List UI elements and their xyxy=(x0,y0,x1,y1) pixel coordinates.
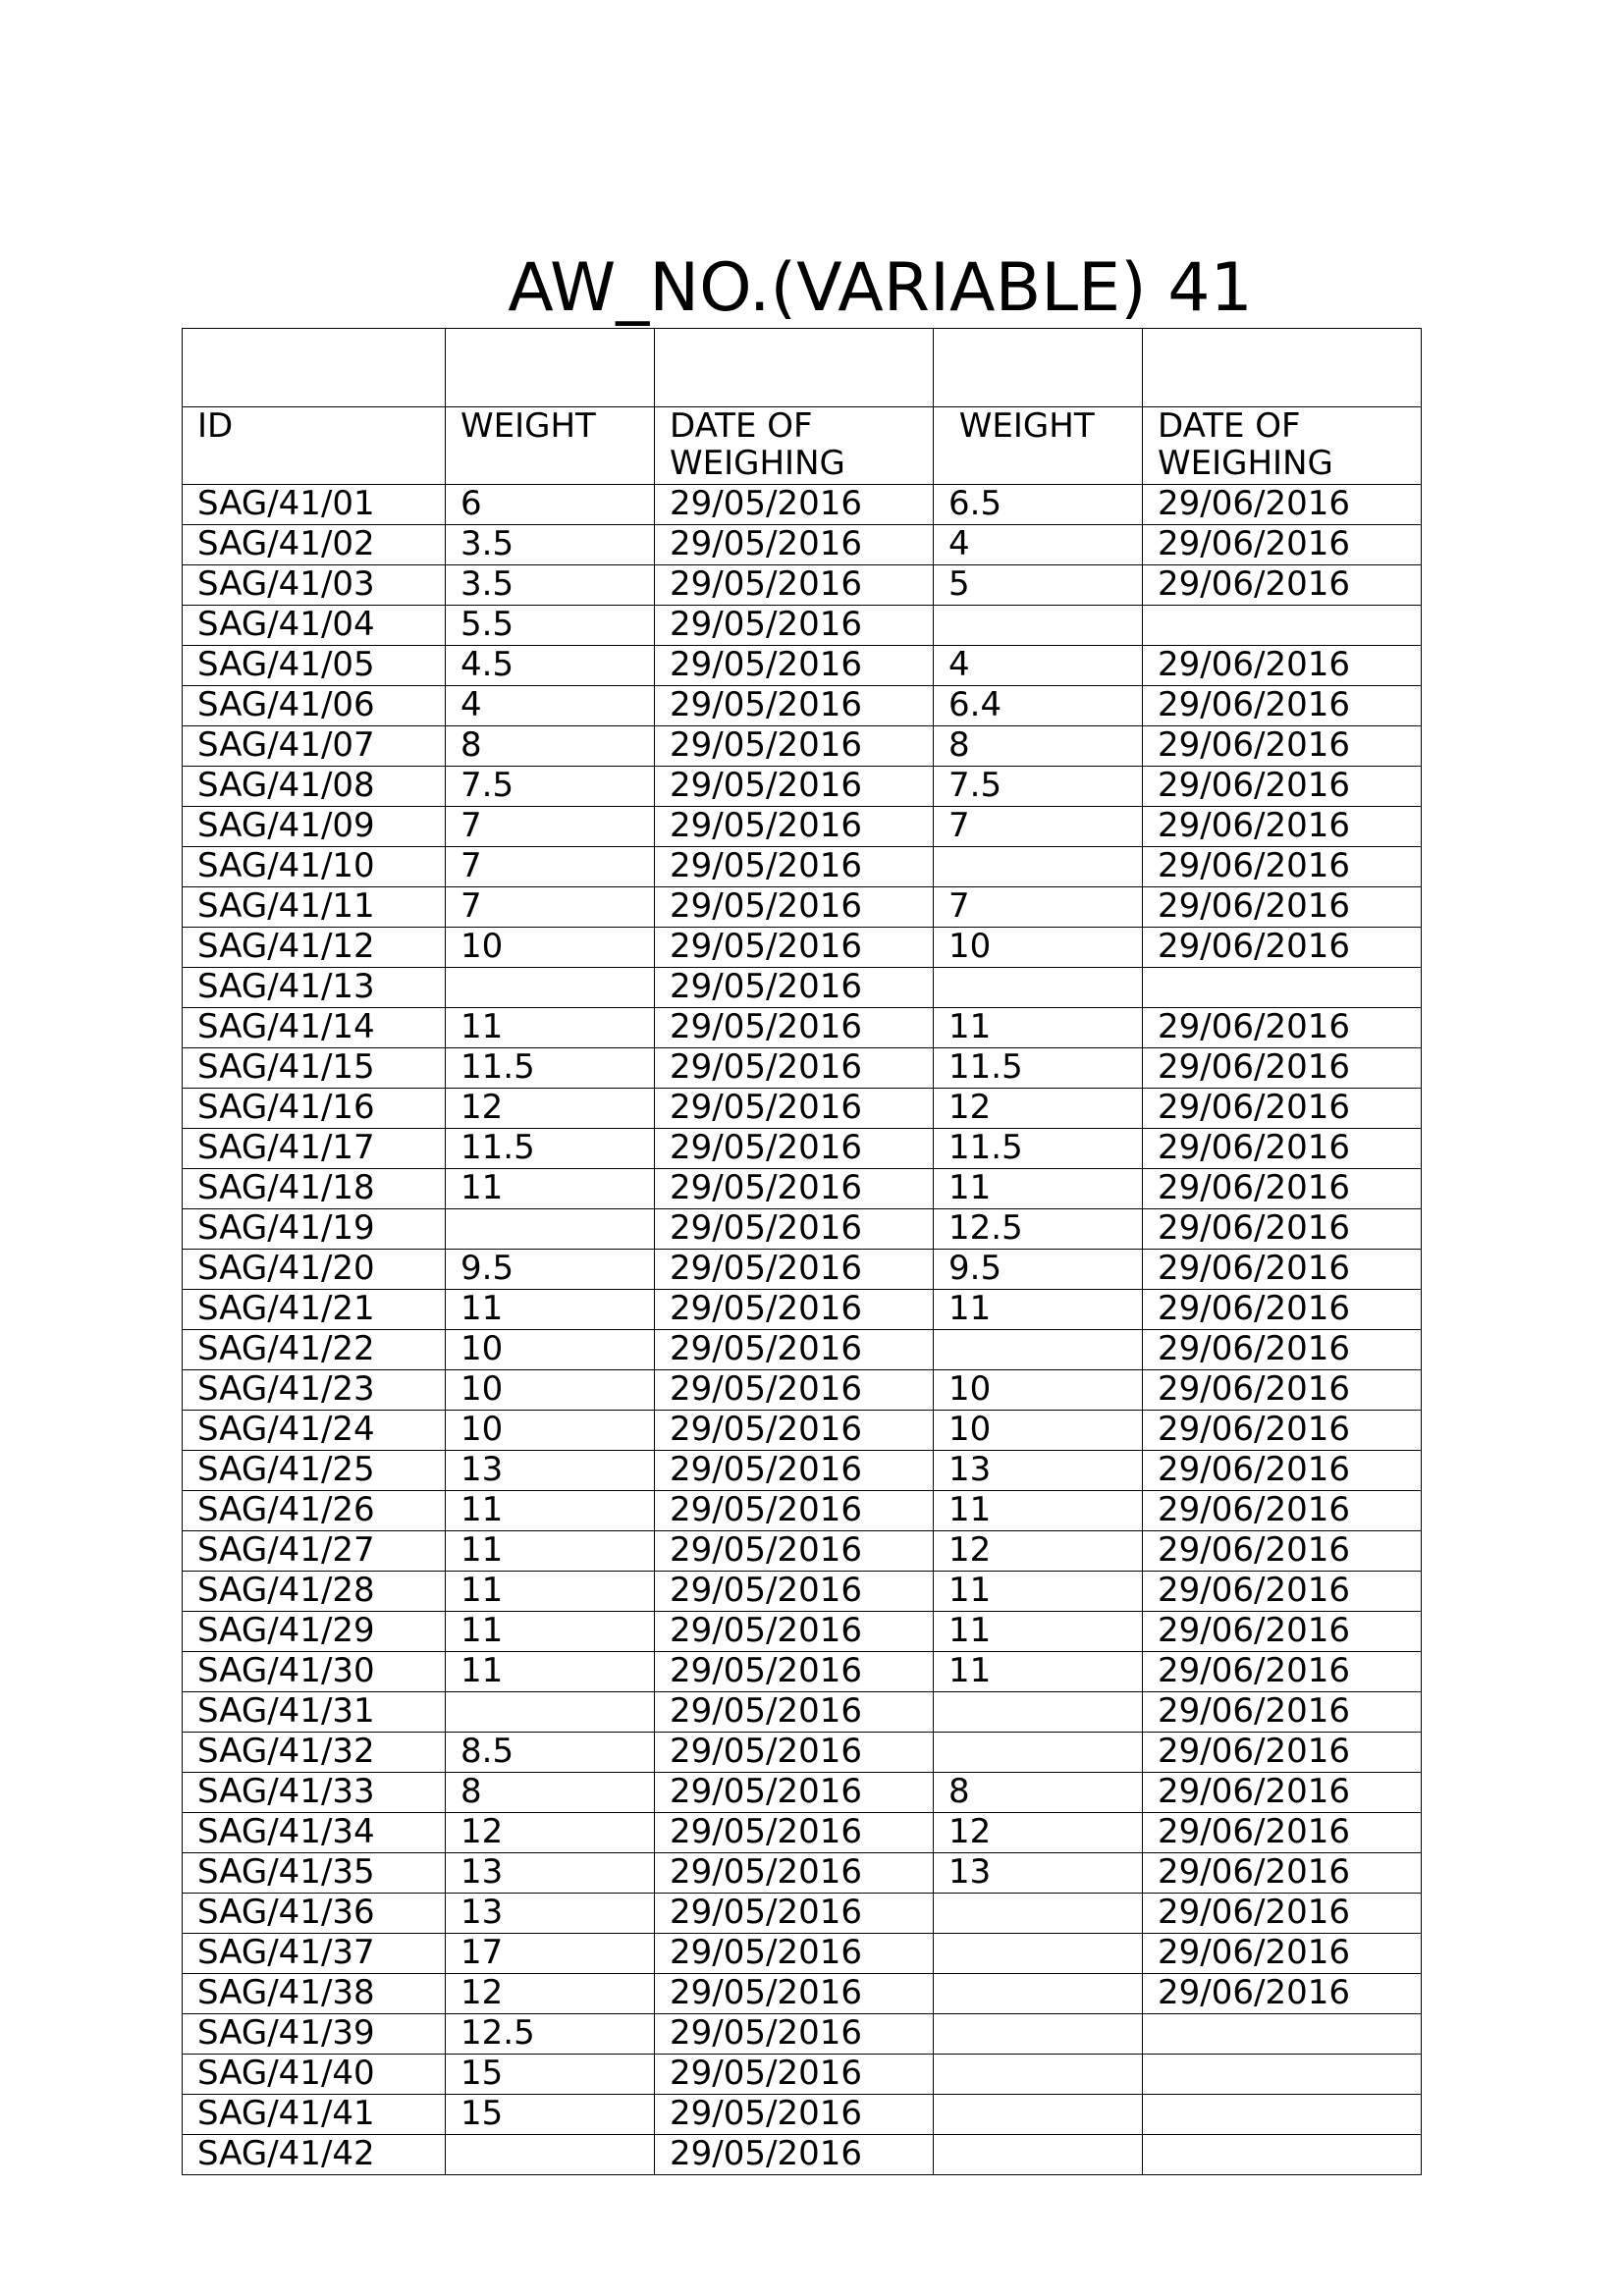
date-2-cell: 29/06/2016 xyxy=(1143,1290,1422,1330)
id-cell: SAG/41/12 xyxy=(183,928,446,968)
weight-2-cell: 7.5 xyxy=(934,767,1143,807)
table-row xyxy=(183,1894,1422,1934)
weight-2-cell: 11 xyxy=(934,1008,1143,1048)
weight-2-cell: 13 xyxy=(934,1853,1143,1894)
date-1-cell: 29/05/2016 xyxy=(655,565,934,606)
date-2-cell: 29/06/2016 xyxy=(1143,1974,1422,2014)
date-2-cell xyxy=(1143,2014,1422,2055)
weight-1-cell: 4 xyxy=(446,686,655,726)
date-2-cell: 29/06/2016 xyxy=(1143,565,1422,606)
date-2-cell xyxy=(1143,2135,1422,2175)
weight-1-cell: 13 xyxy=(446,1853,655,1894)
id-cell: SAG/41/37 xyxy=(183,1934,446,1974)
table-row xyxy=(183,1089,1422,1129)
date-1-cell: 29/05/2016 xyxy=(655,2014,934,2055)
weight-2-cell: 12.5 xyxy=(934,1209,1143,1250)
date-2-cell xyxy=(1143,606,1422,646)
weight-2-cell xyxy=(934,2014,1143,2055)
id-cell: SAG/41/35 xyxy=(183,1853,446,1894)
weight-1-cell: 12 xyxy=(446,1974,655,2014)
table-row xyxy=(183,1129,1422,1169)
date-1-cell: 29/05/2016 xyxy=(655,726,934,767)
blank-row xyxy=(183,329,1422,407)
weight-1-cell xyxy=(446,1692,655,1733)
weight-1-cell: 11 xyxy=(446,1491,655,1531)
date-1-cell: 29/05/2016 xyxy=(655,767,934,807)
blank-cell xyxy=(655,329,934,407)
date-2-cell: 29/06/2016 xyxy=(1143,1330,1422,1370)
weight-2-cell: 10 xyxy=(934,1370,1143,1411)
weight-1-cell: 11 xyxy=(446,1169,655,1209)
weight-1-cell: 17 xyxy=(446,1934,655,1974)
date-1-cell: 29/05/2016 xyxy=(655,1652,934,1692)
date-1-cell: 29/05/2016 xyxy=(655,1974,934,2014)
weight-2-cell: 11.5 xyxy=(934,1129,1143,1169)
table-row xyxy=(183,1612,1422,1652)
id-cell: SAG/41/26 xyxy=(183,1491,446,1531)
table-row xyxy=(183,1531,1422,1572)
weight-1-cell: 13 xyxy=(446,1451,655,1491)
weight-2-cell: 4 xyxy=(934,646,1143,686)
table-row xyxy=(183,1209,1422,1250)
weight-2-cell: 11 xyxy=(934,1169,1143,1209)
date-1-cell: 29/05/2016 xyxy=(655,1411,934,1451)
weight-2-cell: 11 xyxy=(934,1290,1143,1330)
date-2-cell: 29/06/2016 xyxy=(1143,767,1422,807)
weight-1-cell: 10 xyxy=(446,1330,655,1370)
date-1-cell: 29/05/2016 xyxy=(655,928,934,968)
weight-2-cell: 8 xyxy=(934,726,1143,767)
date-2-cell: 29/06/2016 xyxy=(1143,1169,1422,1209)
weight-1-cell: 15 xyxy=(446,2095,655,2135)
id-cell: SAG/41/14 xyxy=(183,1008,446,1048)
weight-2-cell xyxy=(934,2055,1143,2095)
weight-1-cell: 10 xyxy=(446,1411,655,1451)
date-2-cell: 29/06/2016 xyxy=(1143,1209,1422,1250)
table-row xyxy=(183,1773,1422,1813)
weight-1-cell: 8 xyxy=(446,726,655,767)
date-1-cell: 29/05/2016 xyxy=(655,1209,934,1250)
weight-2-cell: 11 xyxy=(934,1572,1143,1612)
date-1-cell: 29/05/2016 xyxy=(655,1692,934,1733)
weight-1-cell: 7 xyxy=(446,847,655,887)
id-cell: SAG/41/22 xyxy=(183,1330,446,1370)
weight-2-cell xyxy=(934,2095,1143,2135)
table-row xyxy=(183,887,1422,928)
date-1-cell: 29/05/2016 xyxy=(655,1934,934,1974)
header-id: ID xyxy=(183,407,446,485)
header-weight-2: WEIGHT xyxy=(934,407,1143,485)
id-cell: SAG/41/30 xyxy=(183,1652,446,1692)
header-row xyxy=(183,407,1422,485)
id-cell: SAG/41/27 xyxy=(183,1531,446,1572)
date-2-cell: 29/06/2016 xyxy=(1143,1370,1422,1411)
table-row xyxy=(183,1572,1422,1612)
table-row xyxy=(183,1290,1422,1330)
date-1-cell: 29/05/2016 xyxy=(655,1048,934,1089)
weight-2-cell xyxy=(934,606,1143,646)
date-1-cell: 29/05/2016 xyxy=(655,1370,934,1411)
date-2-cell: 29/06/2016 xyxy=(1143,1894,1422,1934)
weight-2-cell xyxy=(934,1330,1143,1370)
weight-1-cell: 11 xyxy=(446,1531,655,1572)
weight-1-cell: 11 xyxy=(446,1652,655,1692)
id-cell: SAG/41/39 xyxy=(183,2014,446,2055)
blank-cell xyxy=(183,329,446,407)
table-row xyxy=(183,1250,1422,1290)
weight-2-cell: 9.5 xyxy=(934,1250,1143,1290)
weight-2-cell: 7 xyxy=(934,887,1143,928)
id-cell: SAG/41/03 xyxy=(183,565,446,606)
table-row xyxy=(183,807,1422,847)
date-2-cell: 29/06/2016 xyxy=(1143,525,1422,565)
date-1-cell: 29/05/2016 xyxy=(655,1773,934,1813)
weight-2-cell: 6.5 xyxy=(934,485,1143,525)
weight-2-cell: 11 xyxy=(934,1652,1143,1692)
weight-1-cell: 7 xyxy=(446,807,655,847)
id-cell: SAG/41/18 xyxy=(183,1169,446,1209)
table-row xyxy=(183,2095,1422,2135)
id-cell: SAG/41/33 xyxy=(183,1773,446,1813)
table-body xyxy=(183,329,1422,2175)
date-2-cell: 29/06/2016 xyxy=(1143,847,1422,887)
table-row xyxy=(183,928,1422,968)
table-row xyxy=(183,2055,1422,2095)
date-2-cell: 29/06/2016 xyxy=(1143,1773,1422,1813)
table-row xyxy=(183,525,1422,565)
date-1-cell: 29/05/2016 xyxy=(655,887,934,928)
date-2-cell: 29/06/2016 xyxy=(1143,686,1422,726)
header-weight-1: WEIGHT xyxy=(446,407,655,485)
date-2-cell: 29/06/2016 xyxy=(1143,1048,1422,1089)
table-row xyxy=(183,606,1422,646)
date-2-cell: 29/06/2016 xyxy=(1143,1733,1422,1773)
weight-1-cell: 15 xyxy=(446,2055,655,2095)
weight-2-cell xyxy=(934,1692,1143,1733)
weight-1-cell: 9.5 xyxy=(446,1250,655,1290)
date-1-cell: 29/05/2016 xyxy=(655,686,934,726)
id-cell: SAG/41/10 xyxy=(183,847,446,887)
blank-cell xyxy=(934,329,1143,407)
date-2-cell: 29/06/2016 xyxy=(1143,1531,1422,1572)
id-cell: SAG/41/05 xyxy=(183,646,446,686)
table-row xyxy=(183,968,1422,1008)
table-row xyxy=(183,847,1422,887)
weight-2-cell: 7 xyxy=(934,807,1143,847)
date-1-cell: 29/05/2016 xyxy=(655,2135,934,2175)
id-cell: SAG/41/07 xyxy=(183,726,446,767)
id-cell: SAG/41/13 xyxy=(183,968,446,1008)
weight-2-cell xyxy=(934,847,1143,887)
weight-2-cell xyxy=(934,1934,1143,1974)
weight-2-cell: 13 xyxy=(934,1451,1143,1491)
date-1-cell: 29/05/2016 xyxy=(655,1894,934,1934)
weight-1-cell: 12 xyxy=(446,1089,655,1129)
weight-2-cell: 11.5 xyxy=(934,1048,1143,1089)
weight-1-cell: 13 xyxy=(446,1894,655,1934)
date-1-cell: 29/05/2016 xyxy=(655,968,934,1008)
weight-1-cell: 4.5 xyxy=(446,646,655,686)
table-row xyxy=(183,646,1422,686)
table-row xyxy=(183,1411,1422,1451)
table-row xyxy=(183,485,1422,525)
weight-2-cell xyxy=(934,1733,1143,1773)
id-cell: SAG/41/40 xyxy=(183,2055,446,2095)
table-row xyxy=(183,1853,1422,1894)
date-1-cell: 29/05/2016 xyxy=(655,1612,934,1652)
id-cell: SAG/41/31 xyxy=(183,1692,446,1733)
weight-1-cell: 11.5 xyxy=(446,1129,655,1169)
id-cell: SAG/41/32 xyxy=(183,1733,446,1773)
weight-2-cell: 11 xyxy=(934,1612,1143,1652)
page-title: AW_NO.(VARIABLE) 41 xyxy=(508,249,1253,327)
id-cell: SAG/41/34 xyxy=(183,1813,446,1853)
date-1-cell: 29/05/2016 xyxy=(655,1089,934,1129)
weight-2-cell xyxy=(934,2135,1143,2175)
id-cell: SAG/41/21 xyxy=(183,1290,446,1330)
weight-1-cell: 3.5 xyxy=(446,565,655,606)
table-row xyxy=(183,565,1422,606)
id-cell: SAG/41/17 xyxy=(183,1129,446,1169)
weight-1-cell xyxy=(446,1209,655,1250)
weight-2-cell: 8 xyxy=(934,1773,1143,1813)
date-2-cell: 29/06/2016 xyxy=(1143,1491,1422,1531)
id-cell: SAG/41/16 xyxy=(183,1089,446,1129)
table-row xyxy=(183,2135,1422,2175)
date-2-cell: 29/06/2016 xyxy=(1143,928,1422,968)
date-1-cell: 29/05/2016 xyxy=(655,1853,934,1894)
table-row xyxy=(183,1491,1422,1531)
date-1-cell: 29/05/2016 xyxy=(655,1330,934,1370)
date-1-cell: 29/05/2016 xyxy=(655,2055,934,2095)
date-1-cell: 29/05/2016 xyxy=(655,1451,934,1491)
date-2-cell: 29/06/2016 xyxy=(1143,1411,1422,1451)
id-cell: SAG/41/29 xyxy=(183,1612,446,1652)
weight-1-cell: 11 xyxy=(446,1008,655,1048)
weight-2-cell: 11 xyxy=(934,1491,1143,1531)
header-date-2: DATE OF WEIGHING xyxy=(1143,407,1422,485)
table-row xyxy=(183,1169,1422,1209)
date-1-cell: 29/05/2016 xyxy=(655,1008,934,1048)
weight-1-cell xyxy=(446,968,655,1008)
id-cell: SAG/41/20 xyxy=(183,1250,446,1290)
weight-2-cell: 5 xyxy=(934,565,1143,606)
date-1-cell: 29/05/2016 xyxy=(655,606,934,646)
table-row xyxy=(183,1934,1422,1974)
date-1-cell: 29/05/2016 xyxy=(655,1491,934,1531)
table-row xyxy=(183,726,1422,767)
table-row xyxy=(183,1813,1422,1853)
date-2-cell xyxy=(1143,968,1422,1008)
id-cell: SAG/41/42 xyxy=(183,2135,446,2175)
id-cell: SAG/41/19 xyxy=(183,1209,446,1250)
weight-2-cell: 12 xyxy=(934,1089,1143,1129)
date-2-cell: 29/06/2016 xyxy=(1143,1934,1422,1974)
date-2-cell: 29/06/2016 xyxy=(1143,1612,1422,1652)
weight-2-cell: 4 xyxy=(934,525,1143,565)
table-row xyxy=(183,1370,1422,1411)
date-2-cell: 29/06/2016 xyxy=(1143,887,1422,928)
id-cell: SAG/41/02 xyxy=(183,525,446,565)
date-1-cell: 29/05/2016 xyxy=(655,1129,934,1169)
date-1-cell: 29/05/2016 xyxy=(655,847,934,887)
id-cell: SAG/41/41 xyxy=(183,2095,446,2135)
weight-2-cell xyxy=(934,1974,1143,2014)
date-2-cell: 29/06/2016 xyxy=(1143,1853,1422,1894)
header-date-1: DATE OF WEIGHING xyxy=(655,407,934,485)
weight-1-cell: 8 xyxy=(446,1773,655,1813)
weight-2-cell: 6.4 xyxy=(934,686,1143,726)
id-cell: SAG/41/24 xyxy=(183,1411,446,1451)
table-row xyxy=(183,1692,1422,1733)
id-cell: SAG/41/36 xyxy=(183,1894,446,1934)
weight-1-cell: 11 xyxy=(446,1572,655,1612)
table-row xyxy=(183,1451,1422,1491)
table-row xyxy=(183,2014,1422,2055)
weight-2-cell: 12 xyxy=(934,1813,1143,1853)
date-1-cell: 29/05/2016 xyxy=(655,1531,934,1572)
weight-2-cell: 10 xyxy=(934,1411,1143,1451)
id-cell: SAG/41/28 xyxy=(183,1572,446,1612)
id-cell: SAG/41/09 xyxy=(183,807,446,847)
date-1-cell: 29/05/2016 xyxy=(655,1572,934,1612)
table-row xyxy=(183,1330,1422,1370)
weight-1-cell: 10 xyxy=(446,928,655,968)
date-1-cell: 29/05/2016 xyxy=(655,1733,934,1773)
weight-1-cell: 11 xyxy=(446,1612,655,1652)
weight-2-cell: 12 xyxy=(934,1531,1143,1572)
date-2-cell: 29/06/2016 xyxy=(1143,485,1422,525)
date-2-cell: 29/06/2016 xyxy=(1143,1692,1422,1733)
weight-1-cell: 8.5 xyxy=(446,1733,655,1773)
table-row xyxy=(183,767,1422,807)
weight-1-cell xyxy=(446,2135,655,2175)
weight-2-cell: 10 xyxy=(934,928,1143,968)
date-2-cell: 29/06/2016 xyxy=(1143,1451,1422,1491)
weight-2-cell xyxy=(934,968,1143,1008)
table-row xyxy=(183,1048,1422,1089)
table-row xyxy=(183,1974,1422,2014)
date-2-cell xyxy=(1143,2095,1422,2135)
weighing-table xyxy=(182,328,1422,2175)
weight-1-cell: 11 xyxy=(446,1290,655,1330)
table-row xyxy=(183,1008,1422,1048)
blank-cell xyxy=(446,329,655,407)
id-cell: SAG/41/11 xyxy=(183,887,446,928)
table-row xyxy=(183,1652,1422,1692)
date-2-cell: 29/06/2016 xyxy=(1143,646,1422,686)
date-2-cell: 29/06/2016 xyxy=(1143,807,1422,847)
date-1-cell: 29/05/2016 xyxy=(655,1813,934,1853)
blank-cell xyxy=(1143,329,1422,407)
table-row xyxy=(183,1733,1422,1773)
id-cell: SAG/41/25 xyxy=(183,1451,446,1491)
weight-1-cell: 3.5 xyxy=(446,525,655,565)
weight-1-cell: 7.5 xyxy=(446,767,655,807)
date-2-cell: 29/06/2016 xyxy=(1143,726,1422,767)
date-1-cell: 29/05/2016 xyxy=(655,2095,934,2135)
date-1-cell: 29/05/2016 xyxy=(655,1169,934,1209)
weight-1-cell: 11.5 xyxy=(446,1048,655,1089)
date-1-cell: 29/05/2016 xyxy=(655,1250,934,1290)
date-1-cell: 29/05/2016 xyxy=(655,525,934,565)
date-1-cell: 29/05/2016 xyxy=(655,807,934,847)
date-1-cell: 29/05/2016 xyxy=(655,1290,934,1330)
id-cell: SAG/41/01 xyxy=(183,485,446,525)
weight-1-cell: 12 xyxy=(446,1813,655,1853)
date-2-cell: 29/06/2016 xyxy=(1143,1813,1422,1853)
weight-1-cell: 7 xyxy=(446,887,655,928)
id-cell: SAG/41/23 xyxy=(183,1370,446,1411)
id-cell: SAG/41/38 xyxy=(183,1974,446,2014)
date-2-cell: 29/06/2016 xyxy=(1143,1652,1422,1692)
date-2-cell: 29/06/2016 xyxy=(1143,1129,1422,1169)
id-cell: SAG/41/15 xyxy=(183,1048,446,1089)
weight-1-cell: 12.5 xyxy=(446,2014,655,2055)
weight-1-cell: 6 xyxy=(446,485,655,525)
date-2-cell xyxy=(1143,2055,1422,2095)
date-2-cell: 29/06/2016 xyxy=(1143,1089,1422,1129)
date-2-cell: 29/06/2016 xyxy=(1143,1008,1422,1048)
weight-1-cell: 10 xyxy=(446,1370,655,1411)
id-cell: SAG/41/08 xyxy=(183,767,446,807)
table-row xyxy=(183,686,1422,726)
date-1-cell: 29/05/2016 xyxy=(655,646,934,686)
date-1-cell: 29/05/2016 xyxy=(655,485,934,525)
id-cell: SAG/41/04 xyxy=(183,606,446,646)
weight-2-cell xyxy=(934,1894,1143,1934)
date-2-cell: 29/06/2016 xyxy=(1143,1250,1422,1290)
weight-1-cell: 5.5 xyxy=(446,606,655,646)
date-2-cell: 29/06/2016 xyxy=(1143,1572,1422,1612)
id-cell: SAG/41/06 xyxy=(183,686,446,726)
